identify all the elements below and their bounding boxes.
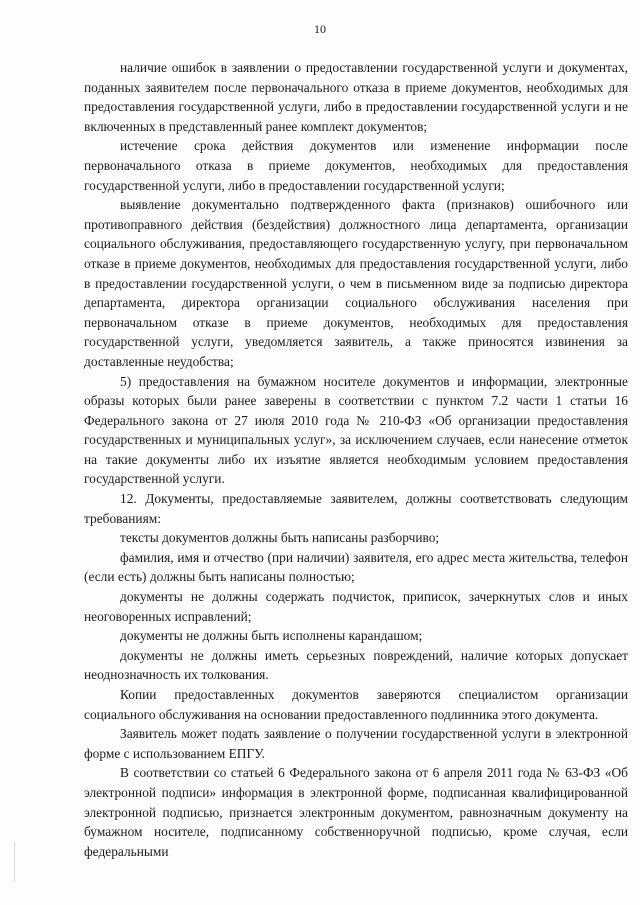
requirement-full-name-address: фамилия, имя и отчество (при наличии) заявителя, его адрес места жительства, телефон (если есть) должны быть написаны полностью; bbox=[84, 549, 628, 585]
paragraph-electronic-signature-law: В соответствии со статьей 6 Федерального закона от 6 апреля 2011 года № 63-ФЗ «Об электронной подписи» информация в электронной форме, подписанная квалифицированной электронной подписью, признается электронным документом, равнозначным документу на бумажном носителе, подписанному собственноручной подписью, кроме случая, если федеральными bbox=[84, 765, 628, 859]
paragraph-errors-in-application: наличие ошибок в заявлении о предоставлении государственной услуги и документах, поданных заявителем после первоначального отказа в приеме документов, необходимых для предоставления государственной услуги, либо в предоставлении государственной услуги и не включенных в представленный ранее комплект документов; bbox=[84, 60, 628, 134]
requirement-no-damage: документы не должны иметь серьезных повреждений, наличие которых допускает неоднозначность их толкования. bbox=[84, 647, 628, 683]
requirement-no-pencil: документы не должны быть исполнены карандашом; bbox=[120, 628, 423, 644]
scan-edge-mark bbox=[14, 842, 15, 882]
paragraph-copies-certified: Копии предоставленных документов заверяются специалистом организации социального обслуживания на основании предоставленного подлинника этого документа. bbox=[84, 687, 628, 722]
requirement-legible-text: тексты документов должны быть написаны разборчиво; bbox=[120, 530, 440, 546]
paragraph-document-expiry: истечение срока действия документов или изменение информации после первоначального отказа в приеме документов, необходимых для предоставления государственной услуги, либо в предоставлении государственной услуги; bbox=[84, 138, 628, 193]
document-body bbox=[84, 58, 628, 861]
page-number: 10 bbox=[314, 22, 326, 36]
paragraph-electronic-application: Заявитель может подать заявление о получении государственной услуги в электронной форме с использованием ЕПГУ. bbox=[84, 726, 628, 761]
paragraph-item-12-requirements: 12. Документы, предоставляемые заявителем, должны соответствовать следующим требованиям: bbox=[84, 491, 628, 526]
requirement-no-corrections: документы не должны содержать подчисток, приписок, зачеркнутых слов и иных неоговоренных исправлений; bbox=[84, 589, 628, 624]
paragraph-item-5-paper-documents: 5) предоставления на бумажном носителе документов и информации, электронные образы которых были ранее заверены в соответствии с пунктом 7.2 части 1 статьи 16 Федерального закона от 27 июля 2010 года № 210-ФЗ «Об организации предоставления государственных и муниципальных услуг», за исключением случаев, если нанесение отметок на такие документы либо их изъятие является необходимым условием предоставления государственной услуги. bbox=[84, 373, 628, 487]
paragraph-official-misconduct: выявление документально подтвержденного факта (признаков) ошибочного или противоправного действия (бездействия) должностного лица департамента, организации социального обслуживания, предоставляющего государственную услугу, при первоначальном отказе в приеме документов, необходимых для предоставления государственной услуги, либо в предоставлении государственной услуги, о чем в письменном виде за подписью директора департамента, директора организации социального обслуживания населения при первоначальном отказе в приеме документов, необходимых для предоставления государственной услуги, уведомляется заявитель, а также приносятся извинения за доставленные неудобства; bbox=[84, 197, 628, 369]
